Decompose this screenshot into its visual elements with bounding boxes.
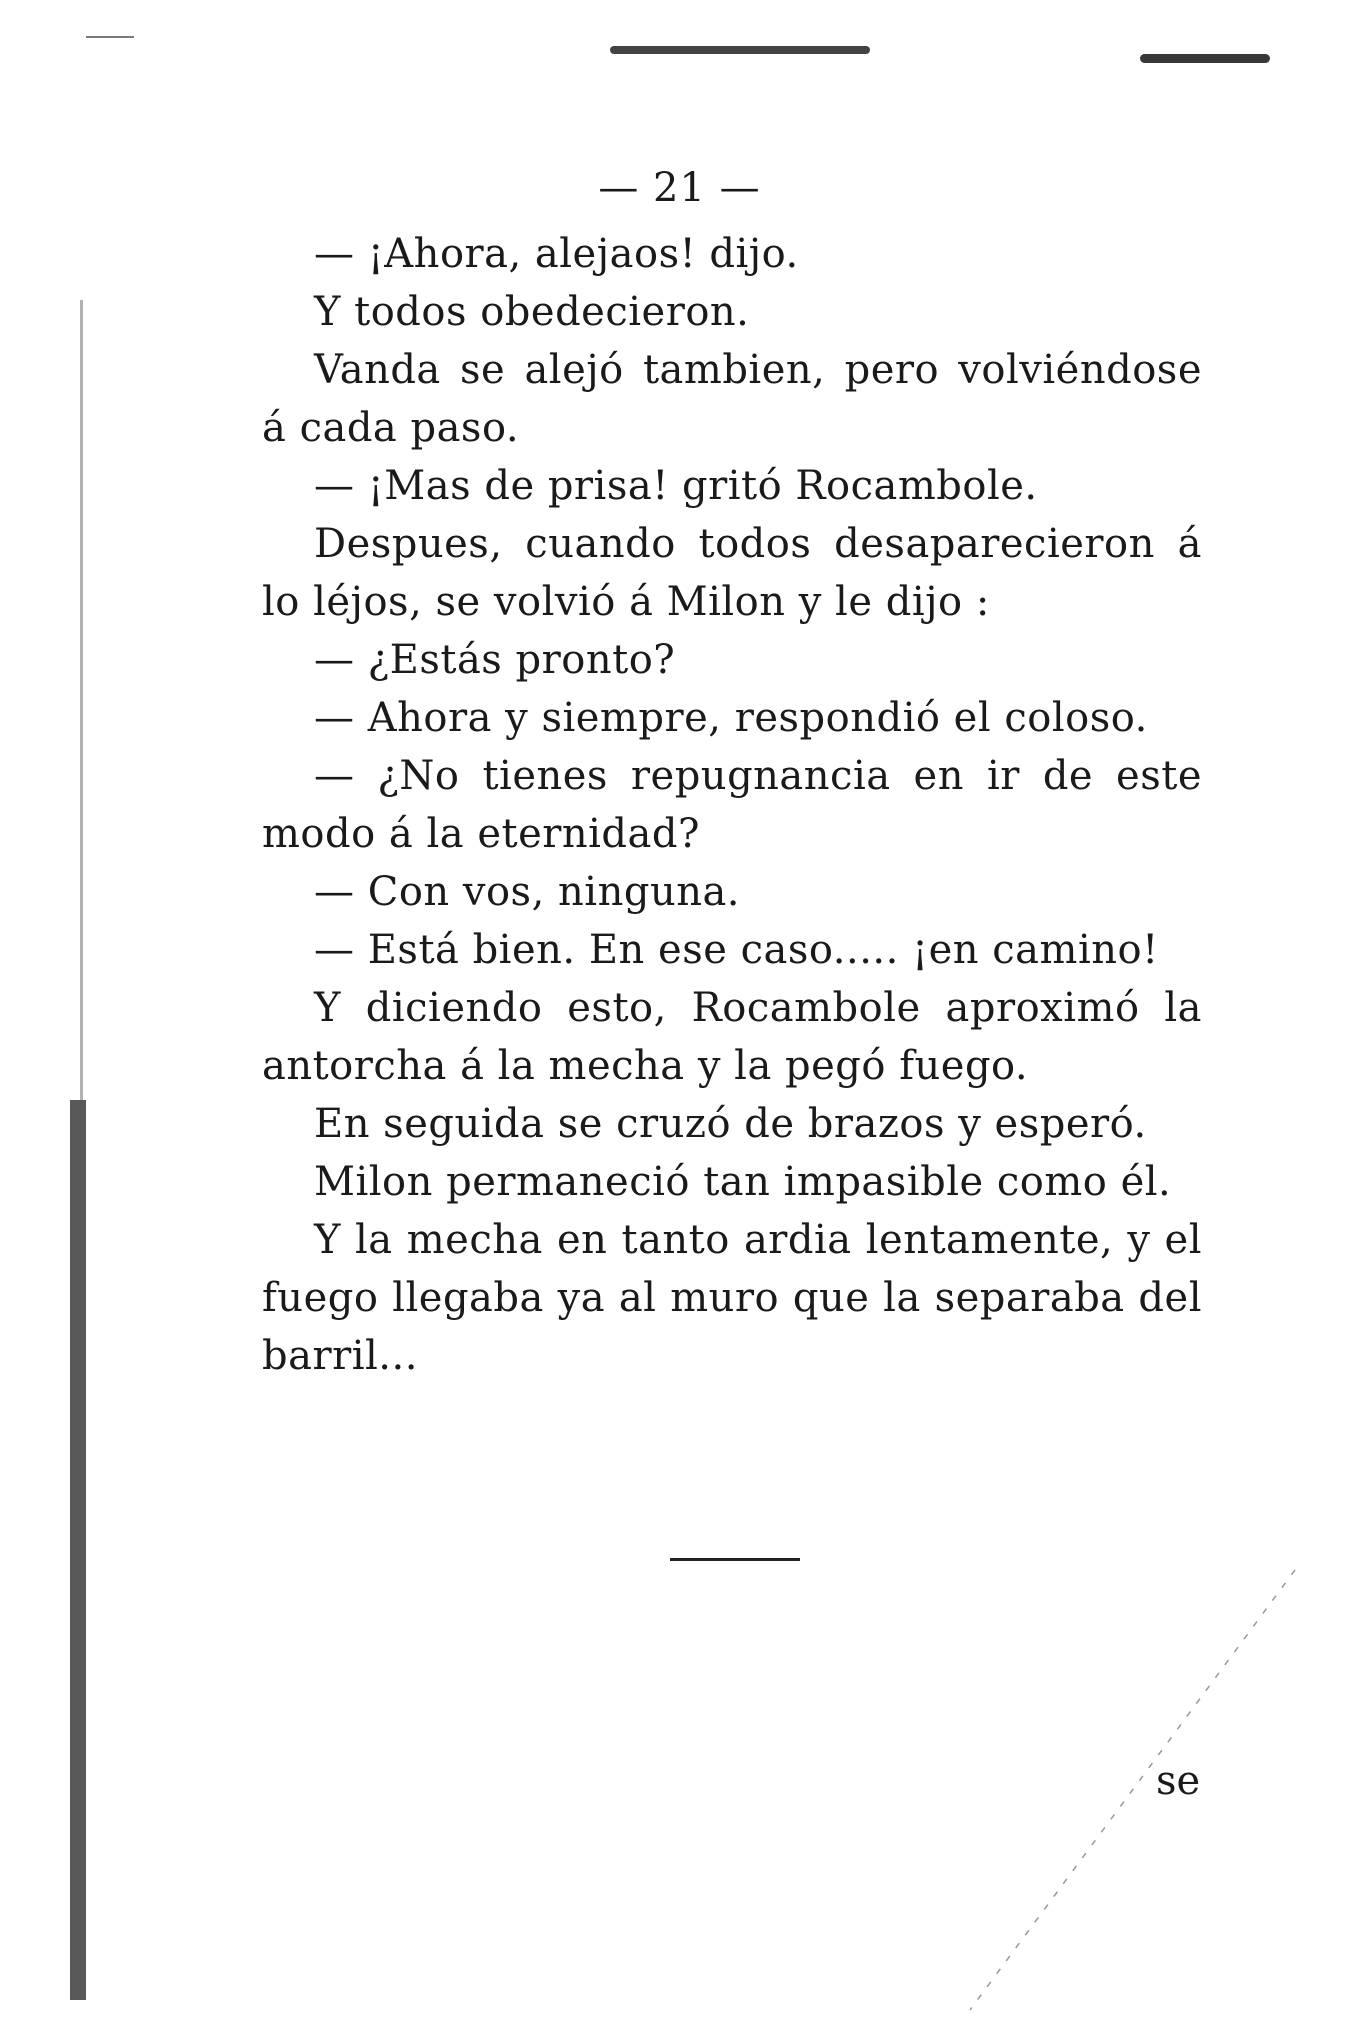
catchword: se — [1156, 1758, 1201, 1804]
paragraph: Y diciendo esto, Rocambole aproximó la antorcha á la mecha y la pegó fuego. — [262, 985, 1202, 1089]
paragraph: Y todos obedecieron. — [314, 289, 750, 335]
paragraph: — Con vos, ninguna. — [314, 869, 741, 915]
paragraph: — ¿Estás pronto? — [314, 637, 676, 683]
paragraph: Y la mecha en tanto ardia lentamente, y el fuego llegaba ya al muro que la separaba del barril... — [262, 1217, 1202, 1379]
paragraph: Despues, cuando todos desaparecieron á lo léjos, se volvió á Milon y le dijo : — [262, 521, 1202, 625]
paragraph: Vanda se alejó tambien, pero volviéndose á cada paso. — [262, 347, 1202, 451]
page-number: — 21 — — [598, 165, 761, 211]
paragraph: — ¡Ahora, alejaos! dijo. — [314, 231, 799, 277]
scan-streak — [950, 1560, 1310, 2020]
chapter-end-rule — [670, 1558, 800, 1561]
paragraph: En seguida se cruzó de brazos y esperó. — [314, 1101, 1147, 1147]
paragraph: — Está bien. En ese caso..... ¡en camino! — [314, 927, 1159, 973]
paragraph: — ¿No tienes repugnancia en ir de este modo á la eternidad? — [262, 753, 1202, 857]
scan-smudge-top-center — [610, 46, 870, 54]
binding-edge-line — [80, 300, 83, 1100]
binding-shadow — [70, 1100, 86, 2000]
paragraph: — ¡Mas de prisa! gritó Rocambole. — [314, 463, 1038, 509]
scan-smudge-top-right — [1140, 54, 1270, 63]
paragraph: Milon permaneció tan impasible como él. — [314, 1159, 1172, 1205]
scan-line-top-left — [86, 36, 134, 38]
paragraph: — Ahora y siempre, respondió el coloso. — [314, 695, 1148, 741]
body-text — [262, 225, 1202, 1385]
